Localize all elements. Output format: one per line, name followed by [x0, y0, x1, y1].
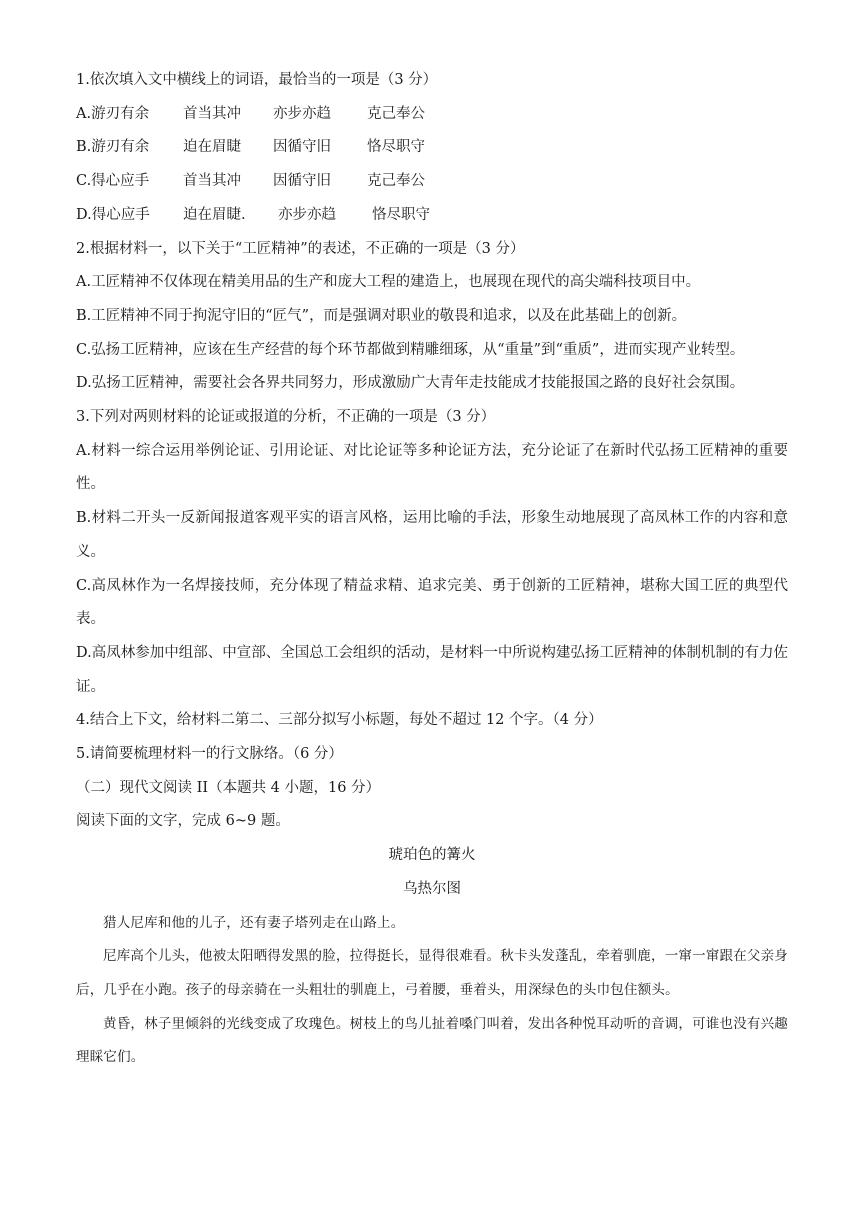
q1-option-b-word1: B.游刃有余 [76, 139, 150, 156]
q1-stem: 1.依次填入文中横线上的词语，最恰当的一项是（3 分） [76, 72, 438, 88]
q3-option-c: C.高凤林作为一名焊接技师，充分体现了精益求精、追求完美、勇于创新的工匠精神，堪称大国工匠的典型代表。 [76, 577, 788, 628]
story-paragraph: 猎人尼库和他的儿子，还有妻子塔列走在山路上。 [103, 914, 405, 931]
q1-option-a-word3: 亦步亦趋 [273, 105, 331, 122]
q3-option-b: B.材料二开头一反新闻报道客观平实的语言风格，运用比喻的手法，形象生动地展现了高凤林工作的内容和意义。 [76, 510, 788, 560]
q1-option-d [76, 199, 788, 233]
q2-option-c: C.弘扬工匠精神，应该在生产经营的每个环节都做到精雕细琢，从“重量”到“重质”，进而实现产业转型。 [76, 341, 745, 358]
q1-option-c-word2: 首当其冲 [183, 173, 241, 190]
q2-option-b: B.工匠精神不同于拘泥守旧的“匠气”，而是强调对职业的敬畏和追求，以及在此基础上的创新。 [76, 307, 687, 324]
q3-option-d: D.高凤林参加中组部、中宣部、全国总工会组织的活动，是材料一中所说构建弘扬工匠精神的体制机制的有力佐证。 [76, 644, 788, 695]
q1-option-d-word2: 迫在眉睫. [183, 206, 246, 223]
q1-option-c-word1: C.得心应手 [76, 173, 150, 190]
q1-options [76, 98, 788, 233]
q1-option-a-word1: A.游刃有余 [76, 105, 150, 122]
q1-option-b-word2: 迫在眉睫 [183, 139, 241, 156]
q1-option-b [76, 131, 788, 165]
q1-option-c-word3: 因循守旧 [273, 173, 331, 190]
section-heading: （二）现代文阅读 II（本题共 4 小题，16 分） [76, 779, 381, 796]
q2-option-d: D.弘扬工匠精神，需要社会各界共同努力，形成激励广大青年走技能成才技能报国之路的良好社会氛围。 [76, 375, 745, 392]
q1-option-c-word4: 克己奉公 [367, 173, 425, 190]
q1-option-a-word4: 克己奉公 [367, 105, 425, 122]
q1-option-a [76, 98, 788, 132]
q2-option-a: A.工匠精神不仅体现在精美用品的生产和庞大工程的建造上，也展现在现代的高尖端科技项目中。 [76, 274, 701, 291]
q1-option-b-word4: 恪尽职守 [367, 139, 425, 156]
story-paragraph: 尼库高个儿头，他被太阳晒得发黑的脸，拉得挺长，显得很难看。秋卡头发蓬乱，牵着驯鹿，一窜一窜跟在父亲身后，几乎在小跑。孩子的母亲骑在一头粗壮的驯鹿上，弓着腰，垂着头，用深绿色的头巾包住额头。 [76, 948, 788, 998]
q3-stem: 3.下列对两则材料的论证或报道的分析，不正确的一项是（3 分） [76, 409, 496, 426]
story-author: 乌热尔图 [403, 880, 461, 897]
story-paragraph: 黄昏，林子里倾斜的光线变成了玫瑰色。树枝上的鸟儿扯着嗓门叫着，发出各种悦耳动听的音调，可谁也没有兴趣理睬它们。 [76, 1015, 788, 1066]
reading-instruction: 阅读下面的文字，完成 6~9 题。 [76, 813, 290, 830]
q4-stem: 4.结合上下文，给材料二第二、三部分拟写小标题，每处不超过 12 个字。（4 分） [76, 712, 603, 729]
exam-page [76, 64, 788, 1075]
q1-option-d-word3: 亦步亦趋 [278, 206, 336, 223]
q1-option-d-word4: 恪尽职守 [372, 206, 430, 223]
q1-option-c [76, 165, 788, 199]
q5-stem: 5.请简要梳理材料一的行文脉络。（6 分） [76, 746, 343, 763]
q1-option-d-word1: D.得心应手 [76, 206, 150, 223]
q2-stem: 2.根据材料一，以下关于“工匠精神”的表述，不正确的一项是（3 分） [76, 240, 525, 257]
q1-option-a-word2: 首当其冲 [183, 105, 241, 122]
q3-option-a: A.材料一综合运用举例论证、引用论证、对比论证等多种论证方法，充分论证了在新时代弘扬工匠精神的重要性。 [76, 442, 788, 493]
story-title: 琥珀色的篝火 [388, 847, 476, 864]
q1-option-b-word3: 因循守旧 [273, 139, 331, 156]
